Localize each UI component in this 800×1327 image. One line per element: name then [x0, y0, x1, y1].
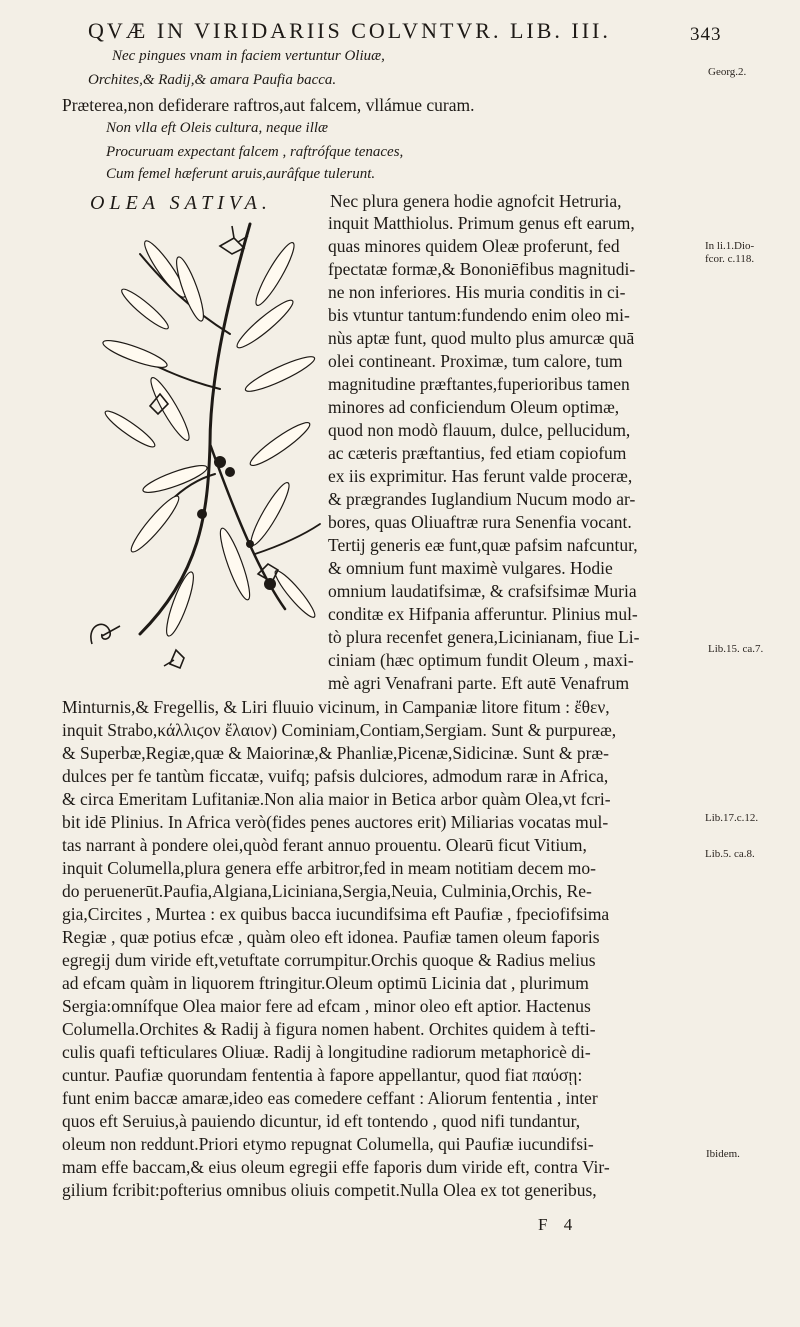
text-line: quos eft Seruius,à pauiendo dicuntur, id eft tontendo , quod nifi tundantur, [62, 1111, 581, 1131]
margin-note-lib15: Lib.15. ca.7. [708, 643, 764, 655]
text-line: ex iis exprimitur. Has ferunt valde proceræ, [328, 466, 633, 486]
olive-branch-illustration [70, 214, 330, 694]
margin-note-georg: Georg.2. [708, 66, 747, 78]
text-line: bit idē Plinius. In Africa verò(fides penes auctores erit) Miliarias vocatas mul- [62, 812, 609, 832]
running-head: QVÆ IN VIRIDARIIS COLVNTVR. LIB. III. [88, 18, 611, 43]
margin-note-dio-1: In li.1.Dio- [705, 240, 755, 252]
text-line: Regiæ , quæ potius efcæ , quàm oleo eft idonea. Paufiæ tamen oleum faporis [62, 927, 600, 947]
text-line: Columella.Orchites & Radij à figura nomen habent. Orchites quidem à tefti- [62, 1019, 596, 1039]
page-number: 343 [690, 24, 722, 45]
text-line: ac cæteris præftantius, fed etiam copiofum [328, 443, 627, 463]
illustration-title: OLEA SATIVA. [90, 192, 272, 214]
margin-note-dio-2: fcor. c.118. [705, 253, 755, 265]
text-line: Minturnis,& Fregellis, & Liri fluuio vicinum, in Campaniæ litore fitum : ἔθεν, [62, 697, 610, 717]
text-line: dulces per fe tantùm ficcatæ, vuifq; pafsis dulciores, admodum raræ in Africa, [62, 766, 609, 786]
signature-mark: F 4 [538, 1215, 579, 1234]
text-line: quod non modò flauum, dulce, pellucidum, [328, 420, 631, 440]
verse-line: Cum femel hæferunt aruis,aurâfque tulerunt. [106, 166, 376, 182]
text-line: Sergia:omnífque Olea maior fere ad efcam , minor oleo eft aptior. Hactenus [62, 996, 591, 1016]
text-line: Nec plura genera hodie agnofcit Hetruria, [330, 191, 622, 211]
verse-line: Procuruam expectant falcem , raftrófque tenaces, [106, 144, 404, 160]
text-line: tas narrant à pondere olei,quòd ferant annuo prouentu. Olearū ficut Vitium, [62, 835, 587, 855]
text-line: quas minores quidem Oleæ proferunt, fed [328, 236, 620, 256]
text-line: inquit Strabo,κάλλιϛον ἔλαιον) Cominiam,Contiam,Sergiam. Sunt & purpureæ, [62, 720, 617, 740]
text-line: culis quafi tefticulares Oliuæ. Radij à longitudine radiorum metaphoricè di- [62, 1042, 591, 1062]
text-line: Tertij generis eæ funt,quæ pafsim nafcuntur, [328, 535, 638, 555]
text-line: & Superbæ,Regiæ,quæ & Maiorinæ,& Phanliæ,Picenæ,Sidicinæ. Sunt & præ- [62, 743, 609, 763]
text-line: ciniam (hæc optimum fundit Oleum , maxi- [328, 650, 634, 670]
text-line: gia,Circites , Murtea : ex quibus bacca iucundifsima eft Paufiæ , fpeciofifsima [62, 904, 610, 924]
text-line: egregij dum viride eft,vetuftate corrumpitur.Orchis quoque & Radius melius [62, 950, 596, 970]
text-line: inquit Matthiolus. Primum genus eft earum, [328, 213, 635, 233]
verse-line: Nec pingues vnam in faciem vertuntur Oliuæ, [112, 48, 385, 64]
text-line: bis vtuntur tantum:fundendo enim oleo mi- [328, 305, 630, 325]
text-line: ne non inferiores. His muria conditis in ci- [328, 282, 626, 302]
text-line: do peruenerūt.Paufia,Algiana,Liciniana,Sergia,Neuia, Culminia,Orchis, Re- [62, 881, 592, 901]
text-line: inquit Columella,plura genera effe arbitror,fed in meam notitiam decem mo- [62, 858, 596, 878]
text-line: fpectatæ formæ,& Bononiēfibus magnitudi- [328, 259, 636, 279]
text-line: olei contineant. Proximæ, tum calore, tum [328, 351, 623, 371]
prose-line: Præterea,non defiderare raftros,aut falcem, vllámue curam. [62, 95, 475, 115]
text-line: magnitudine præftantes,fuperioribus tamen [328, 374, 630, 394]
text-line: mè agri Venafrani parte. Eft autē Venafrum [328, 673, 630, 693]
text-line: mam effe baccam,& eius oleum egregii effe faporis dum viride eft, contra Vir- [62, 1157, 610, 1177]
text-line: funt enim baccæ amaræ,ideo eas comedere ceffant : Aliorum fententia , inter [62, 1088, 598, 1108]
text-line: & circa Emeritam Lufitaniæ.Non alia maior in Betica arbor quàm Olea,vt fcri- [62, 789, 611, 809]
text-line: bores, quas Oliuaftræ rura Senenfia vocant. [328, 512, 632, 532]
verse-line: Orchites,& Radij,& amara Paufia bacca. [88, 72, 337, 88]
text-line: conditæ ex Hifpania afferuntur. Plinius mul- [328, 604, 638, 624]
text-line: & prægrandes Iuglandium Nucum modo ar- [328, 489, 636, 509]
margin-note-lib5: Lib.5. ca.8. [705, 848, 755, 860]
text-line: ad efcam quàm in liquorem ftringitur.Oleum optimū Licinia dat , plurimum [62, 973, 589, 993]
text-line: minores ad conficiendum Oleum optimæ, [328, 397, 620, 417]
text-line: gilium fcribit:pofterius omnibus oliuis competit.Nulla Olea ex tot generibus, [62, 1180, 597, 1200]
text-line: cuntur. Paufiæ quorundam fententia à fapore appellantur, quod fiat παύσῃ: [62, 1065, 583, 1085]
margin-note-lib17: Lib.17.c.12. [705, 812, 759, 824]
text-line: omnium laudatifsimæ, & crafsifsimæ Muria [328, 581, 637, 601]
text-line: & omnium funt maximè vulgares. Hodie [328, 558, 613, 578]
text-line: tò plura recenfet genera,Licinianam, fiue Li- [328, 627, 640, 647]
margin-note-ibidem: Ibidem. [706, 1148, 740, 1160]
text-line: nùs aptæ funt, quod multo plus amurcæ quā [328, 328, 635, 348]
verse-line: Non vlla eft Oleis cultura, neque illæ [106, 120, 329, 136]
text-line: oleum non reddunt.Priori etymo repugnat Columella, qui Paufiæ iucundifsi- [62, 1134, 594, 1154]
